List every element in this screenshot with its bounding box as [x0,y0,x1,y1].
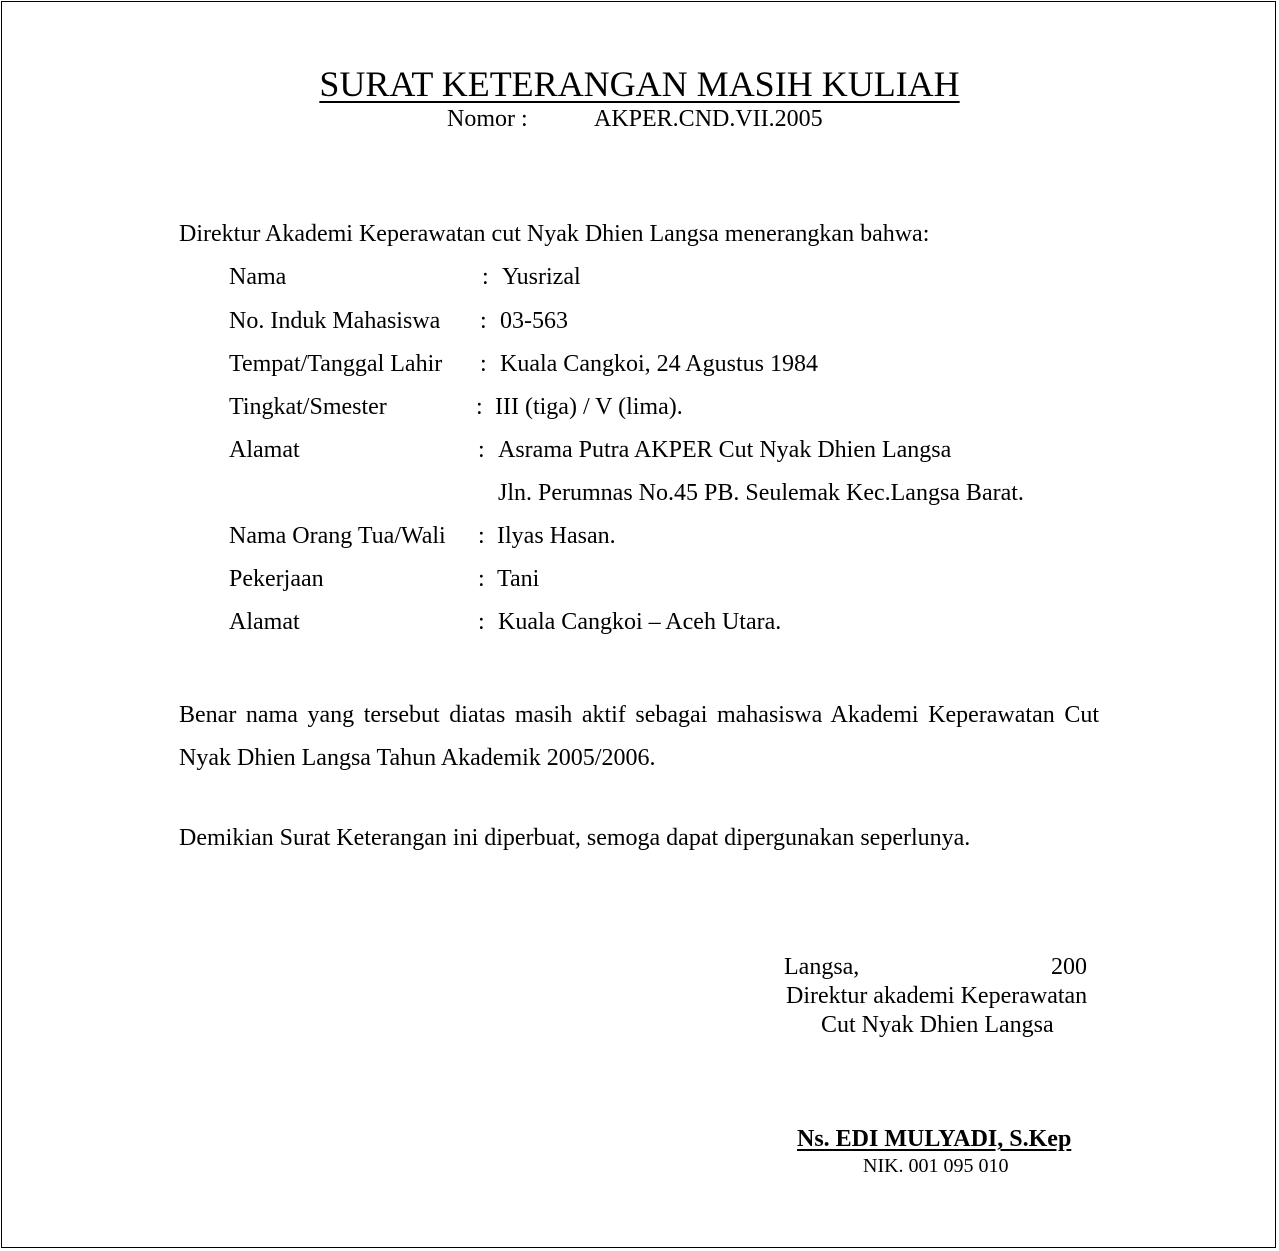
field-value: Tani [497,566,540,592]
field-row-alamat-wali [0,607,1279,637]
field-colon: : [478,523,485,549]
signature-position-line2: Cut Nyak Dhien Langsa [821,1012,1054,1038]
field-label: Nama [229,264,287,290]
field-label: Tempat/Tanggal Lahir [229,351,443,377]
signature-position-line1: Direktur akademi Keperawatan [786,983,1088,1009]
field-colon: : [480,351,487,377]
field-label: Nama Orang Tua/Wali [229,523,446,549]
field-colon: : [478,609,485,635]
field-value: Kuala Cangkoi, 24 Agustus 1984 [500,351,818,377]
nomor-label: Nomor : [447,106,528,132]
document-title: SURAT KETERANGAN MASIH KULIAH [319,64,960,104]
field-colon: : [478,566,485,592]
field-value: Kuala Cangkoi – Aceh Utara. [498,609,782,635]
field-row-nim [0,306,1279,336]
nomor-value: AKPER.CND.VII.2005 [594,106,823,132]
field-label: Tingkat/Smester [229,394,387,420]
intro-text: Direktur Akademi Keperawatan cut Nyak Dhien Langsa menerangkan bahwa: [179,221,930,247]
signature-city: Langsa, [784,954,860,980]
signatory-nik: NIK. 001 095 010 [863,1155,1009,1177]
field-row-pekerjaan [0,564,1279,594]
field-label: No. Induk Mahasiswa [229,308,441,334]
field-row-ttl [0,349,1279,379]
field-colon: : [480,308,487,334]
field-value: Jln. Perumnas No.45 PB. Seulemak Kec.Langsa Barat. [498,480,1024,506]
field-row-alamat-cont [0,478,1279,508]
statement-paragraph: Benar nama yang tersebut diatas masih aktif sebagai mahasiswa Akademi Keperawatan Cut Nyak Dhien Langsa Tahun Akademik 2005/2006. [179,702,1099,771]
field-row-wali [0,521,1279,551]
field-row-nama [0,262,1279,292]
field-colon: : [476,394,483,420]
field-label: Pekerjaan [229,566,324,592]
field-value: Ilyas Hasan. [497,523,616,549]
field-row-alamat [0,435,1279,465]
field-colon: : [482,264,489,290]
field-colon: : [478,437,485,463]
field-value: Yusrizal [502,264,581,290]
field-value: III (tiga) / V (lima). [495,394,683,420]
field-value: 03-563 [500,308,568,334]
signature-year: 200 [1051,954,1087,980]
field-row-tingkat [0,392,1279,422]
field-value: Asrama Putra AKPER Cut Nyak Dhien Langsa [498,437,952,463]
signatory-name: Ns. EDI MULYADI, S.Kep [797,1126,1072,1152]
closing-text: Demikian Surat Keterangan ini diperbuat, semoga dapat dipergunakan seperlunya. [179,825,971,851]
field-label: Alamat [229,609,300,635]
field-label: Alamat [229,437,300,463]
